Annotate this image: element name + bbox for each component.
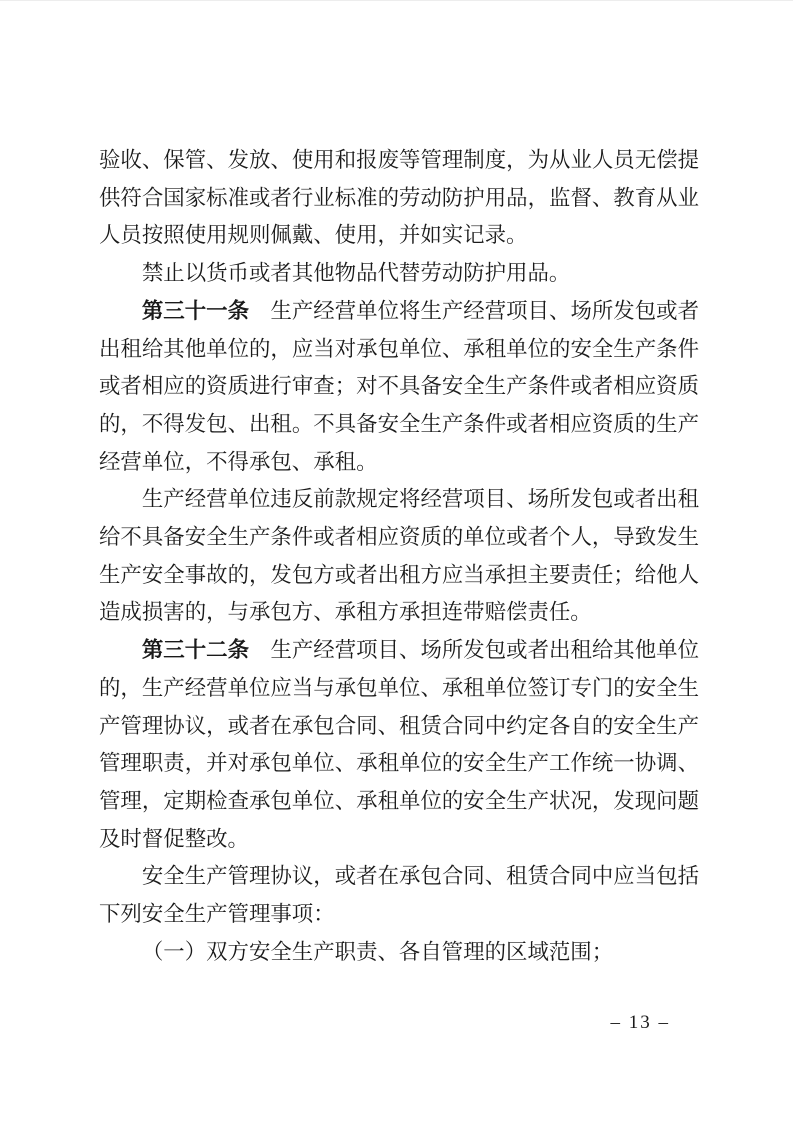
paragraph-text: 生产经营单位将生产经营项目、场所发包或者出租给其他单位的，应当对承包单位、承租单位的安全生产条件或者相应的资质进行审查；对不具备安全生产条件或者相应资质的，不得发包、出租。不具备安全生产条件或者相应资质的生产经营单位，不得承包、承租。: [99, 298, 700, 474]
paragraph-text: 验收、保管、发放、使用和报废等管理制度，为从业人员无偿提供符合国家标准或者行业标准的劳动防护用品，监督、教育从业人员按照使用规则佩戴、使用，并如实记录。: [99, 148, 700, 248]
paragraph: [99, 858, 699, 933]
document-body: [99, 142, 699, 971]
paragraph-text: 生产经营单位违反前款规定将经营项目、场所发包或者出租给不具备安全生产条件或者相应资质的单位或者个人，导致发生生产安全事故的，发包方或者出租方应当承担主要责任；给他人造成损害的，与承包方、承租方承担连带赔偿责任。: [99, 487, 700, 625]
paragraph-text: 生产经营项目、场所发包或者出租给其他单位的，生产经营单位应当与承包单位、承租单位签订专门的安全生产管理协议，或者在承包合同、租赁合同中约定各自的安全生产管理职责，并对承包单位、承租单位的安全生产工作统一协调、管理，定期检查承包单位、承租单位的安全生产状况，发现问题及时督促整改。: [99, 638, 700, 851]
article-number-heading: 第三十一条: [141, 298, 250, 323]
page-number: [0, 1009, 670, 1037]
paragraph-text: 禁止以货币或者其他物品代替劳动防护用品。: [141, 261, 571, 286]
paragraph-list-item-1: [99, 934, 699, 972]
paragraph-article-31: [99, 293, 699, 482]
page-number-label: – 13 –: [610, 1012, 670, 1033]
paragraph-article-32: [99, 632, 699, 858]
paragraph: [99, 142, 699, 255]
paragraph-text: （一）双方安全生产职责、各自管理的区域范围；: [141, 939, 614, 964]
paragraph-text: 安全生产管理协议，或者在承包合同、租赁合同中应当包括下列安全生产管理事项：: [99, 864, 700, 927]
paragraph: [99, 481, 699, 632]
paragraph: [99, 255, 699, 293]
article-number-heading: 第三十二条: [141, 638, 250, 663]
